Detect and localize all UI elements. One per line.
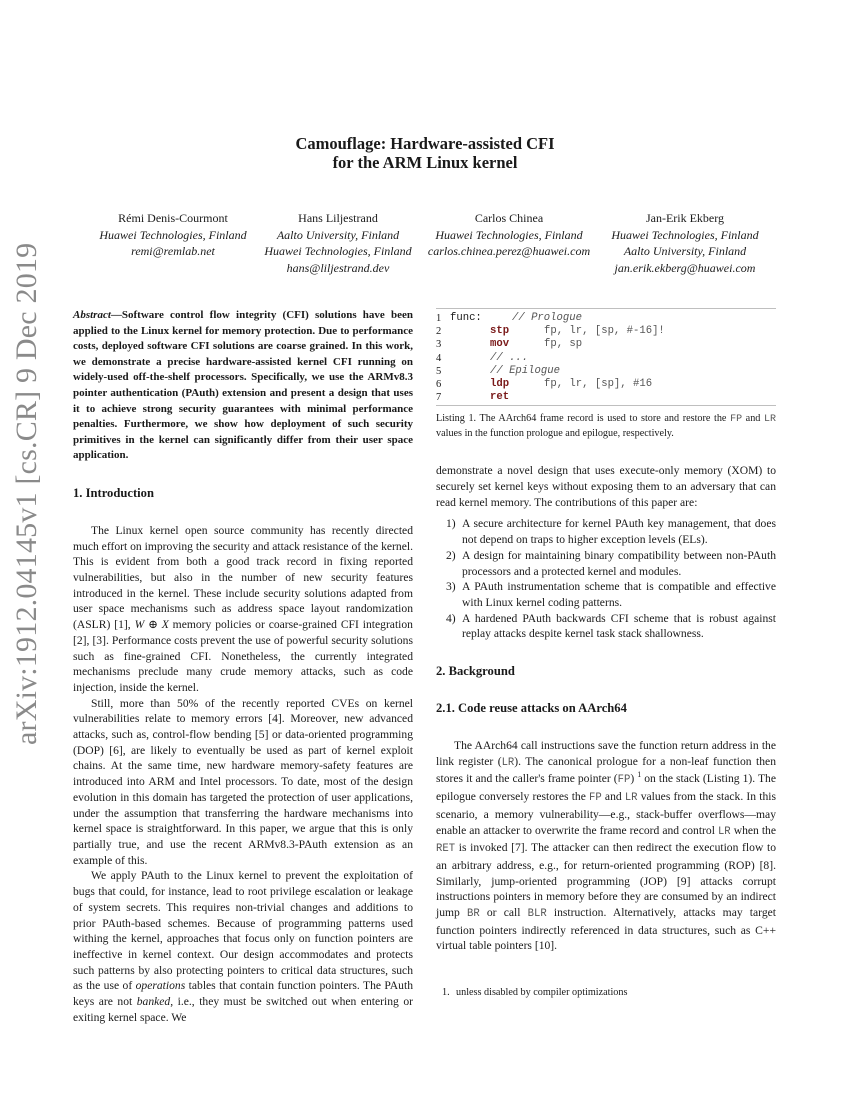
- text-run: is invoked [7]. The attacker can then redirect the execution flow to an arbitrary address, e.g., for return-oriented programming (ROP) [8]. Similarly, jump-oriented programming (JOP) [9] attacks corrupt instructions pointers in memory before they are consumed by an indirect jump: [436, 841, 776, 920]
- code-token: LR: [624, 792, 638, 805]
- author-affiliation: Huawei Technologies, Finland: [611, 227, 759, 242]
- line-number: 6: [436, 378, 442, 390]
- author-email[interactable]: jan.erik.ekberg@huawei.com: [614, 260, 756, 275]
- author-block: [600, 210, 770, 276]
- author-block: [253, 210, 423, 276]
- math-expression: W ⊕ X: [134, 618, 169, 632]
- arxiv-identifier[interactable]: arXiv:1912.04145v1 [cs.CR] 9 Dec 2019: [10, 242, 43, 745]
- text-run: instruction. Alternatively, attacks may target function pointers indirectly referenced in data structures, such as C++ virtual table pointers [10].: [436, 906, 776, 953]
- author-block: [88, 210, 258, 260]
- emphasis-text: operations: [135, 979, 186, 993]
- text-run: , i.e., they must be switched out when entering or exiting kernel space. We: [73, 995, 413, 1024]
- text-run: on the stack (Listing 1). The epilogue conversely restores the: [436, 772, 776, 804]
- author-affiliation: Aalto University, Finland: [623, 244, 747, 258]
- author-affiliation: Huawei Technologies, Finland: [264, 244, 412, 258]
- author-name: Rémi Denis-Courmont: [118, 211, 228, 225]
- code-line: [436, 365, 776, 378]
- code-line: [436, 325, 776, 338]
- intro-paragraph-1: [73, 523, 413, 696]
- list-item: [436, 548, 776, 579]
- author-name: Hans Liljestrand: [298, 211, 378, 225]
- code-line: [436, 352, 776, 365]
- list-item-text: A hardened PAuth backwards CFI scheme that is robust against replay attacks despite kernel task stack shallowness.: [462, 611, 776, 641]
- code-opcode: ldp: [490, 377, 510, 390]
- code-token: LR: [717, 825, 731, 838]
- line-number: 4: [436, 352, 442, 364]
- abstract-label: Abstract: [73, 309, 111, 321]
- list-item: [436, 516, 776, 547]
- code-comment: // Epilogue: [490, 364, 560, 377]
- title-line-1: Camouflage: Hardware-assisted CFI: [295, 134, 555, 153]
- text-run: tables that contain function pointers. The PAuth keys are not: [73, 979, 413, 1009]
- left-column: [73, 308, 413, 1025]
- background-paragraph: [436, 738, 776, 954]
- intro-paragraph-2: Still, more than 50% of the recently reported CVEs on kernel vulnerabilities relate to memory errors [4]. Moreover, new advanced attacks, such as, control-flow bending [5] or data-oriented programming (DOP) [6], are likely to eventually be used as part of kernel exploit chains. At the same time, new hardware memory-safety features are introduced into ARM and Intel processors. To date, most of the design evolution in this domain has targeted the protection of user applications, under the assumption that transferring the hardware mechanisms into kernel space is straightforward. In this paper, we argue that this is only partially true, and use the recent ARMv8.3-PAuth extension as an example of this.: [73, 696, 413, 867]
- text-run: The Linux kernel open source community has recently directed much effort on improving the security and attack resistance of the kernel. This is evident from both a good track record in fixing reported vulnerabilities, but also in the number of new security features introduced in the kernel. These include security solutions adapted from user space mechanisms such as address space layout randomization (ASLR) [1],: [73, 523, 413, 632]
- code-token: LR: [501, 756, 515, 769]
- contribution-list: [436, 516, 776, 642]
- code-token: BR: [467, 908, 480, 921]
- contributions-intro: demonstrate a novel design that uses execute-only memory (XOM) to securely set kernel keys without exposing them to an adversary that can read kernel memory. The contributions of this paper are:: [436, 464, 776, 509]
- author-email[interactable]: hans@liljestrand.dev: [286, 260, 390, 275]
- code-token: LR: [763, 414, 776, 426]
- code-comment: // ...: [490, 351, 529, 364]
- code-token: FP: [589, 792, 602, 805]
- paper-title: [0, 134, 850, 172]
- author-name: Jan-Erik Ekberg: [645, 211, 725, 225]
- code-opcode: mov: [490, 338, 510, 351]
- intro-paragraph-3: [73, 868, 413, 1025]
- text-run: The AArch64 call instructions save the function return address in the link register (: [436, 739, 776, 768]
- footnote: [436, 986, 776, 999]
- abstract: [73, 308, 413, 464]
- list-number: 3): [446, 580, 456, 594]
- author-affiliation: Aalto University, Finland: [276, 227, 400, 242]
- author-block: [424, 210, 594, 260]
- line-number: 7: [436, 392, 442, 404]
- code-token: FP: [730, 414, 743, 426]
- emphasis-text: banked: [136, 995, 171, 1009]
- code-listing: [436, 308, 776, 406]
- list-item: [436, 611, 776, 642]
- code-label: func:: [450, 312, 482, 324]
- section-heading-background: 2. Background: [436, 664, 515, 679]
- author-email[interactable]: carlos.chinea.perez@huawei.com: [427, 244, 591, 258]
- text-run: or call: [479, 906, 528, 920]
- list-item: [436, 579, 776, 610]
- author-name: Carlos Chinea: [474, 211, 544, 225]
- subsection-heading-code-reuse: 2.1. Code reuse attacks on AArch64: [436, 701, 627, 716]
- code-operands: fp, lr, [sp, #-16]!: [544, 325, 665, 338]
- code-token: BLR: [527, 908, 547, 921]
- author-affiliation: Huawei Technologies, Finland: [99, 227, 247, 242]
- text-run: We apply PAuth to the Linux kernel to prevent the exploitation of bugs that could, for instance, lead to root privilege escalation or leakage of system secrets. This requires non-trivial changes and additions to prior PAuth-based schemes. Because of programming patterns used withing the kernel, approaches that focus only on function pointers are ineffective in kernel context. Our design accommodates and protects such patterns by also protecting pointers to critical data structures, such as the use of: [73, 869, 413, 993]
- text-run: and: [601, 790, 625, 804]
- code-line: [436, 338, 776, 351]
- footnote-marker[interactable]: 1: [637, 770, 642, 780]
- text-run: values from the stack. In this scenario, a memory vulnerability—e.g., stack-buffer overflows—may enable an attacker to overwrite the frame record and control: [436, 790, 776, 837]
- footnote-text: unless disabled by compiler optimizations: [456, 987, 628, 998]
- text-run: and: [742, 413, 764, 425]
- text-run: ): [630, 772, 638, 786]
- code-line: [436, 391, 776, 404]
- footnote-number: 1.: [442, 987, 450, 998]
- list-number: 4): [446, 611, 456, 625]
- line-number: 1: [436, 313, 442, 324]
- title-line-2: for the ARM Linux kernel: [332, 153, 518, 172]
- author-email[interactable]: remi@remlab.net: [131, 244, 215, 258]
- code-line: [436, 378, 776, 391]
- text-run: ). The canonical prologue for a non-leaf function then stores it and the caller's frame pointer (: [436, 754, 776, 786]
- list-number: 2): [446, 548, 456, 562]
- listing-caption: [436, 412, 776, 441]
- code-token: FP: [617, 774, 631, 787]
- line-number: 3: [436, 339, 442, 351]
- section-heading-introduction: 1. Introduction: [73, 485, 154, 500]
- code-opcode: stp: [490, 325, 510, 338]
- list-number: 1): [446, 517, 456, 531]
- list-item-text: A secure architecture for kernel PAuth key management, that does not depend on traps to higher exception levels (ELs).: [462, 517, 776, 547]
- right-column: [436, 308, 776, 954]
- author-affiliation: Huawei Technologies, Finland: [435, 227, 583, 242]
- text-run: Listing 1. The AArch64 frame record is used to store and restore the: [436, 413, 731, 425]
- code-operands: fp, lr, [sp], #16: [544, 377, 653, 390]
- text-run: memory policies or coarse-grained CFI integration [2], [3]. Performance costs prevent the use of powerful security solutions such as fine-grained CFI. Nonetheless, the currently integrated mechanisms preclude many crude memory attacks, such as code injection, inside the kernel.: [73, 618, 413, 694]
- code-comment: // Prologue: [512, 312, 582, 324]
- author-list: [0, 210, 850, 274]
- code-token: RET: [436, 843, 456, 856]
- code-operands: fp, sp: [544, 338, 583, 351]
- text-run: values in the function prologue and epilogue, respectively.: [436, 428, 674, 440]
- code-opcode: ret: [490, 391, 510, 404]
- line-number: 5: [436, 365, 442, 377]
- list-item-text: A PAuth instrumentation scheme that is compatible and effective with Linux kernel coding patterns.: [462, 580, 776, 609]
- text-run: when the: [730, 823, 776, 837]
- list-item-text: A design for maintaining binary compatibility between non-PAuth processors and a protected kernel and modules.: [462, 548, 776, 578]
- code-line: [436, 312, 776, 325]
- line-number: 2: [436, 326, 442, 338]
- abstract-text: —Software control flow integrity (CFI) solutions have been applied to the Linux kernel for memory protection. Due to performance costs, deployed software CFI solutions are coarse grained. In this work, we demonstrate a precise hardware-assisted kernel CFI running on widely-used off-the-shelf processors. Specifically, we use the ARMv8.3 pointer authentication (PAuth) extension and present a design that uses it to achieve strong security guarantees with minimal performance penalties. Furthermore, we show how deployment of such security primitives in the kernel can significantly differ from their user space application.: [73, 309, 413, 462]
